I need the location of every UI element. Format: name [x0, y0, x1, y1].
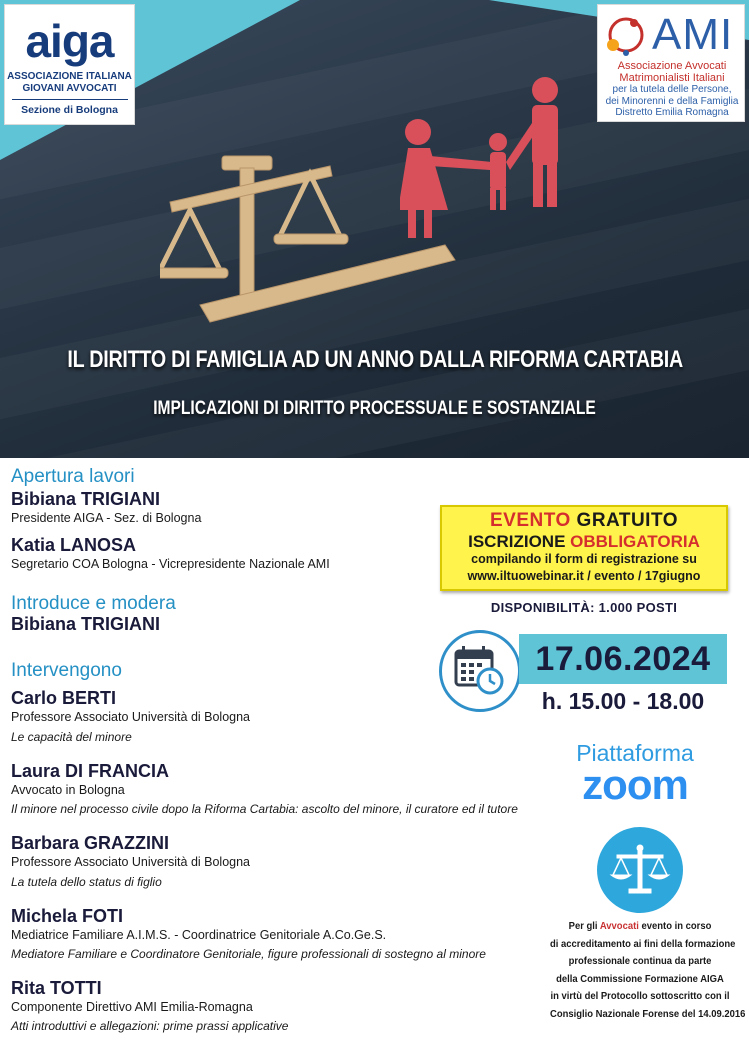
aiga-logo — [4, 4, 135, 125]
accreditation-suffix: evento in corso — [641, 920, 712, 932]
speaker-name: Katia LANOSA — [11, 535, 137, 555]
zoom-logo: zoom — [582, 761, 688, 808]
accreditation-prefix: Per gli — [568, 920, 598, 932]
event-date: 17.06.2024 — [519, 634, 727, 684]
speaker-topic: Mediatore Familiare e Coordinatore Genitoriale, figure professionali di sostegno al minore — [11, 947, 486, 961]
speaker-name: Rita TOTTI — [11, 978, 102, 998]
family-figures-icon — [400, 70, 600, 240]
registration-url-link[interactable]: www.iltuowebinar.it / evento / 17giugno — [467, 569, 701, 583]
aiga-logo-section: Sezione di Bologna — [21, 104, 118, 116]
accreditation-line: Consiglio Nazionale Forense del 14.09.2016 — [550, 1007, 746, 1020]
registration-box — [440, 505, 728, 591]
speaker-name: Carlo BERTI — [11, 688, 117, 708]
registration-instructions: compilando il form di registrazione su — [471, 552, 697, 566]
availability-text: DISPONIBILITÀ: 1.000 POSTI — [490, 600, 678, 615]
speaker-role: Mediatrice Familiare A.I.M.S. - Coordinatrice Genitoriale A.Co.Ge.S. — [11, 928, 387, 942]
mandatory-word: OBBLIGATORIA — [570, 532, 700, 551]
speaker-name: Michela FOTI — [11, 906, 124, 926]
speaker-name: Laura DI FRANCIA — [11, 761, 170, 781]
mandatory-registration-line — [442, 532, 726, 551]
speaker-role: Avvocato in Bologna — [11, 783, 125, 797]
event-subtitle: IMPLICAZIONI DI DIRITTO PROCESSUALE E SOSTANZIALE — [153, 398, 596, 419]
ami-logo-name-2: Matrimonialisti Italiani — [619, 71, 725, 84]
speaker-topic: Il minore nel processo civile dopo la Riforma Cartabia: ascolto del minore, il curatore ed il tutore — [11, 802, 518, 816]
ami-logo-name-1: Associazione Avvocati — [617, 60, 727, 72]
accreditation-line — [550, 918, 730, 936]
event-title: IL DIRITTO DI FAMIGLIA AD UN ANNO DALLA RIFORMA CARTABIA — [67, 346, 683, 373]
speaker-topic: La tutela dello status di figlio — [11, 875, 162, 889]
justice-badge — [597, 827, 683, 913]
event-time: h. 15.00 - 18.00 — [541, 688, 705, 714]
accreditation-line: della Commissione Formazione AIGA — [556, 972, 724, 985]
calendar-badge — [439, 630, 521, 712]
free-event-word: EVENTO — [489, 510, 571, 531]
speaker-role: Professore Associato Università di Bologna — [11, 710, 251, 724]
speaker-name: Bibiana TRIGIANI — [11, 489, 161, 509]
accreditation-note — [550, 918, 746, 1023]
free-event-line — [442, 510, 726, 532]
ami-logo-line3: per la tutela delle Persone, — [612, 84, 732, 95]
moderator-name: Bibiana TRIGIANI — [11, 614, 161, 634]
accreditation-highlight: Avvocati — [599, 920, 639, 932]
aiga-logo-line2: GIOVANI AVVOCATI — [22, 83, 117, 94]
speakers-label: Intervengono — [11, 660, 122, 681]
ami-logo-text — [602, 61, 742, 119]
speaker-role: Presidente AIGA - Sez. di Bologna — [11, 511, 202, 525]
ami-logo-line4: dei Minorenni e della Famiglia — [605, 95, 739, 107]
scales-of-justice-icon — [597, 827, 683, 913]
opening-label: Apertura lavori — [11, 466, 135, 487]
speaker-role: Componente Direttivo AMI Emilia-Romagna — [11, 1000, 253, 1014]
speaker-role: Segretario COA Bologna - Vicrepresidente Nazionale AMI — [11, 557, 330, 571]
aiga-logo-mark: aiga — [25, 15, 114, 67]
ami-logo-symbol-icon — [604, 13, 648, 59]
speaker-topic: Le capacità del minore — [11, 730, 132, 744]
ami-logo-mark: AMI — [652, 10, 734, 59]
aiga-logo-line1: ASSOCIAZIONE ITALIANA — [7, 71, 132, 82]
free-event-word: GRATUITO — [576, 510, 679, 531]
accreditation-line: di accreditamento ai fini della formazione — [550, 937, 736, 950]
speaker-name: Barbara GRAZZINI — [11, 833, 170, 853]
platform-label: Piattaforma — [576, 740, 694, 766]
speaker-role: Professore Associato Università di Bologna — [11, 855, 251, 869]
hero-banner — [0, 0, 749, 458]
speaker-topic: Atti introduttivi e allegazioni: prime prassi applicative — [11, 1019, 289, 1033]
registration-word: ISCRIZIONE — [468, 532, 566, 551]
aiga-logo-divider — [12, 99, 128, 100]
ami-logo — [597, 4, 745, 122]
accreditation-line: in virtù del Protocollo sottoscritto con il — [550, 990, 730, 1002]
accreditation-line: professionale continua da parte — [568, 955, 712, 967]
ami-logo-line5: Distretto Emilia Romagna — [615, 107, 729, 118]
moderator-label: Introduce e modera — [11, 593, 176, 614]
calendar-clock-icon — [442, 633, 518, 709]
